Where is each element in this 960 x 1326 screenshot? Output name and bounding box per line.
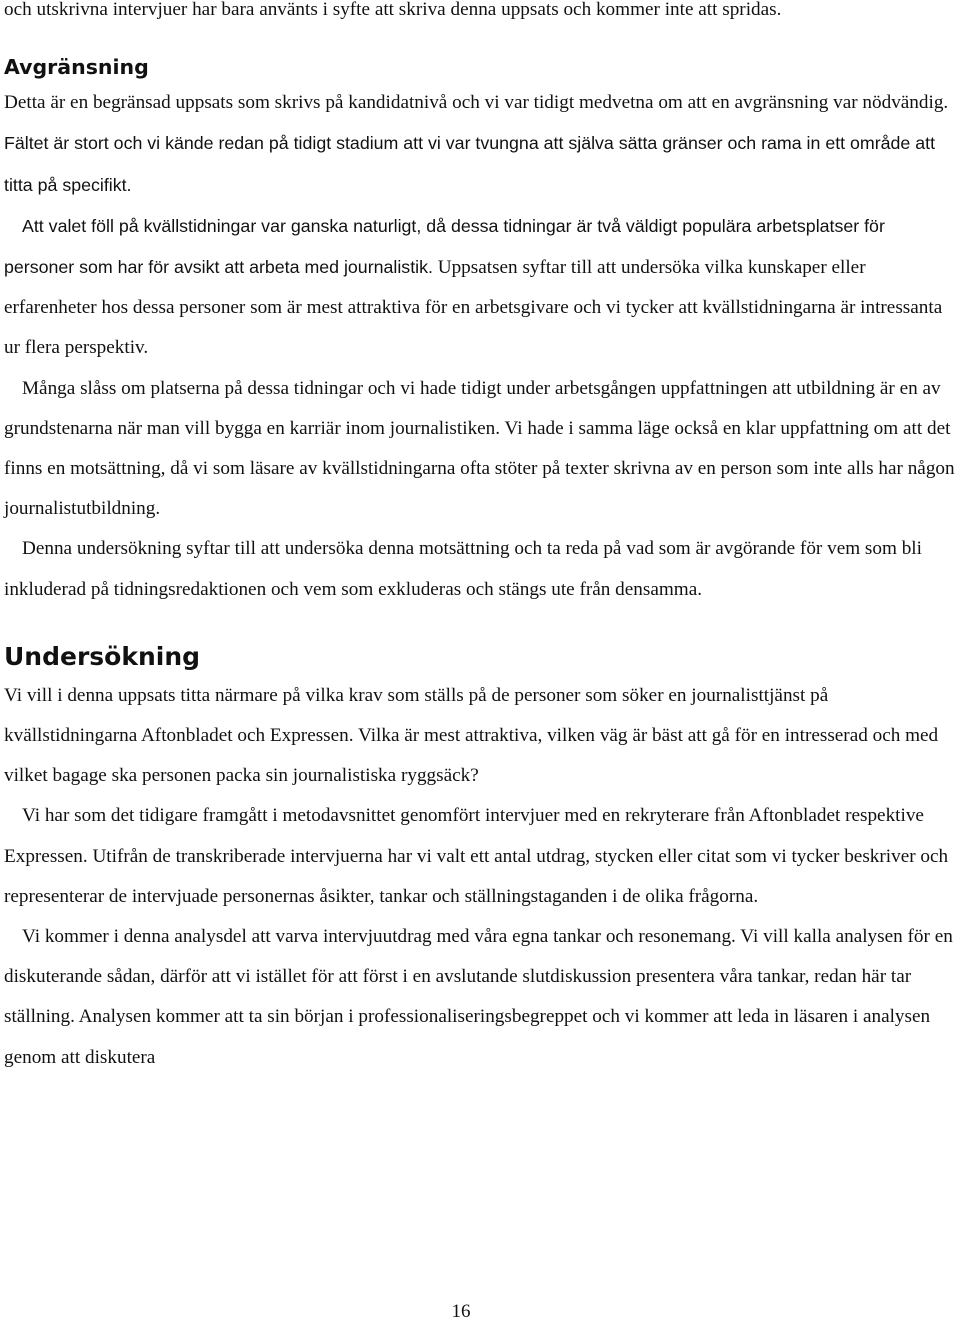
heading-avgransning: Avgränsning bbox=[4, 55, 149, 80]
paragraph-undersokning-1-part-b: Vilka är mest attraktiva, vilken väg är bäst att gå för en intresserad och med vilket bagage ska personen packa sin journalistiska ryggsäck? bbox=[4, 725, 939, 787]
paragraph-undersokning-3 bbox=[4, 917, 956, 1078]
paragraph-undersokning-3-part-b: Analysen kommer att ta sin början i professionaliseringsbegreppet och vi kommer att leda in läsaren i analysen genom att diskutera bbox=[4, 1006, 931, 1068]
paragraph-undersokning-1-part-a: Vi vill i denna uppsats titta närmare på vilka krav som ställs på de personer som söker en journalisttjänst på kvällstidningarna Aftonbladet och Expressen. bbox=[4, 684, 829, 747]
paragraph-undersokning-1 bbox=[4, 676, 956, 797]
intro-paragraph: och utskrivna intervjuer har bara använts i syfte att skriva denna uppsats och kommer inte att spridas. bbox=[4, 0, 782, 20]
paragraph-avgransning-4: Denna undersökning syftar till att undersöka denna motsättning och ta reda på vad som är avgörande för vem som bli inkluderad på tidningsredaktionen och vem som exkluderas och stängs ute från densamma. bbox=[4, 538, 922, 600]
heading-undersokning: Undersökning bbox=[4, 641, 201, 671]
paragraph-avgransning-2 bbox=[4, 206, 956, 369]
document-page bbox=[4, 0, 956, 1078]
paragraph-undersokning-3-part-a: Vi kommer i denna analysdel att varva intervjuutdrag med våra egna tankar och resonemang. Vi vill kalla analysen för en diskuterande sådan, därför att vi istället för att först i en avslutande slutdiskussion presentera våra tankar, redan här tar ställning. bbox=[4, 926, 953, 1028]
paragraph-avgransning-2-part-b: Uppsatsen syftar till att undersöka vilka kunskaper eller erfarenheter hos dessa personer som är mest attraktiva för en arbetsgivare och vi tycker att kvällstidningarna är intressanta ur flera perspektiv. bbox=[4, 257, 943, 359]
paragraph-avgransning-1-part-a: Detta är en begränsad uppsats som skrivs på kandidatnivå och vi var tidigt medvetna om att en avgränsning var nödvändig. bbox=[4, 92, 949, 114]
paragraph-undersokning-2-part-a: Vi har som det tidigare framgått i metodavsnittet genomfört intervjuer med en rekryterare från Aftonbladet respektive Expressen. bbox=[4, 805, 924, 867]
paragraph-avgransning-3-part-a: Många slåss om platserna på dessa tidningar och vi hade tidigt under arbetsgången uppfattningen att utbildning är en av grundstenarna när man vill bygga en karriär inom journalistiken. bbox=[4, 377, 941, 439]
page-number: 16 bbox=[451, 1301, 471, 1322]
paragraph-avgransning-2-part-a: Att valet föll på kvällstidningar var ganska naturligt, då dessa tidningar är två väldigt populära arbetsplatser för personer som har för avsikt att arbeta med journalistik. bbox=[4, 215, 885, 278]
paragraph-avgransning-3-part-b: Vi hade i samma läge också en klar uppfattning om att det finns en motsättning, då vi som läsare av kvällstidningarna ofta stöter på texter skrivna av en person som inte alls har någon journalistutbildning. bbox=[4, 417, 955, 520]
paragraph-undersokning-2 bbox=[4, 796, 956, 917]
paragraph-avgransning-3 bbox=[4, 369, 956, 530]
paragraph-avgransning-1-part-b: Fältet är stort och vi kände redan på tidigt stadium att vi var tvungna att själva sätta gränser och rama in ett område att titta på specifikt. bbox=[4, 133, 936, 195]
paragraph-undersokning-2-part-b: Utifrån de transkriberade intervjuerna har vi valt ett antal utdrag, stycken eller citat som vi tycker beskriver och representerar de intervjuade personernas åsikter, tankar och ställningstaganden i de olika frågorna. bbox=[4, 845, 949, 907]
paragraph-avgransning-1 bbox=[4, 82, 956, 206]
